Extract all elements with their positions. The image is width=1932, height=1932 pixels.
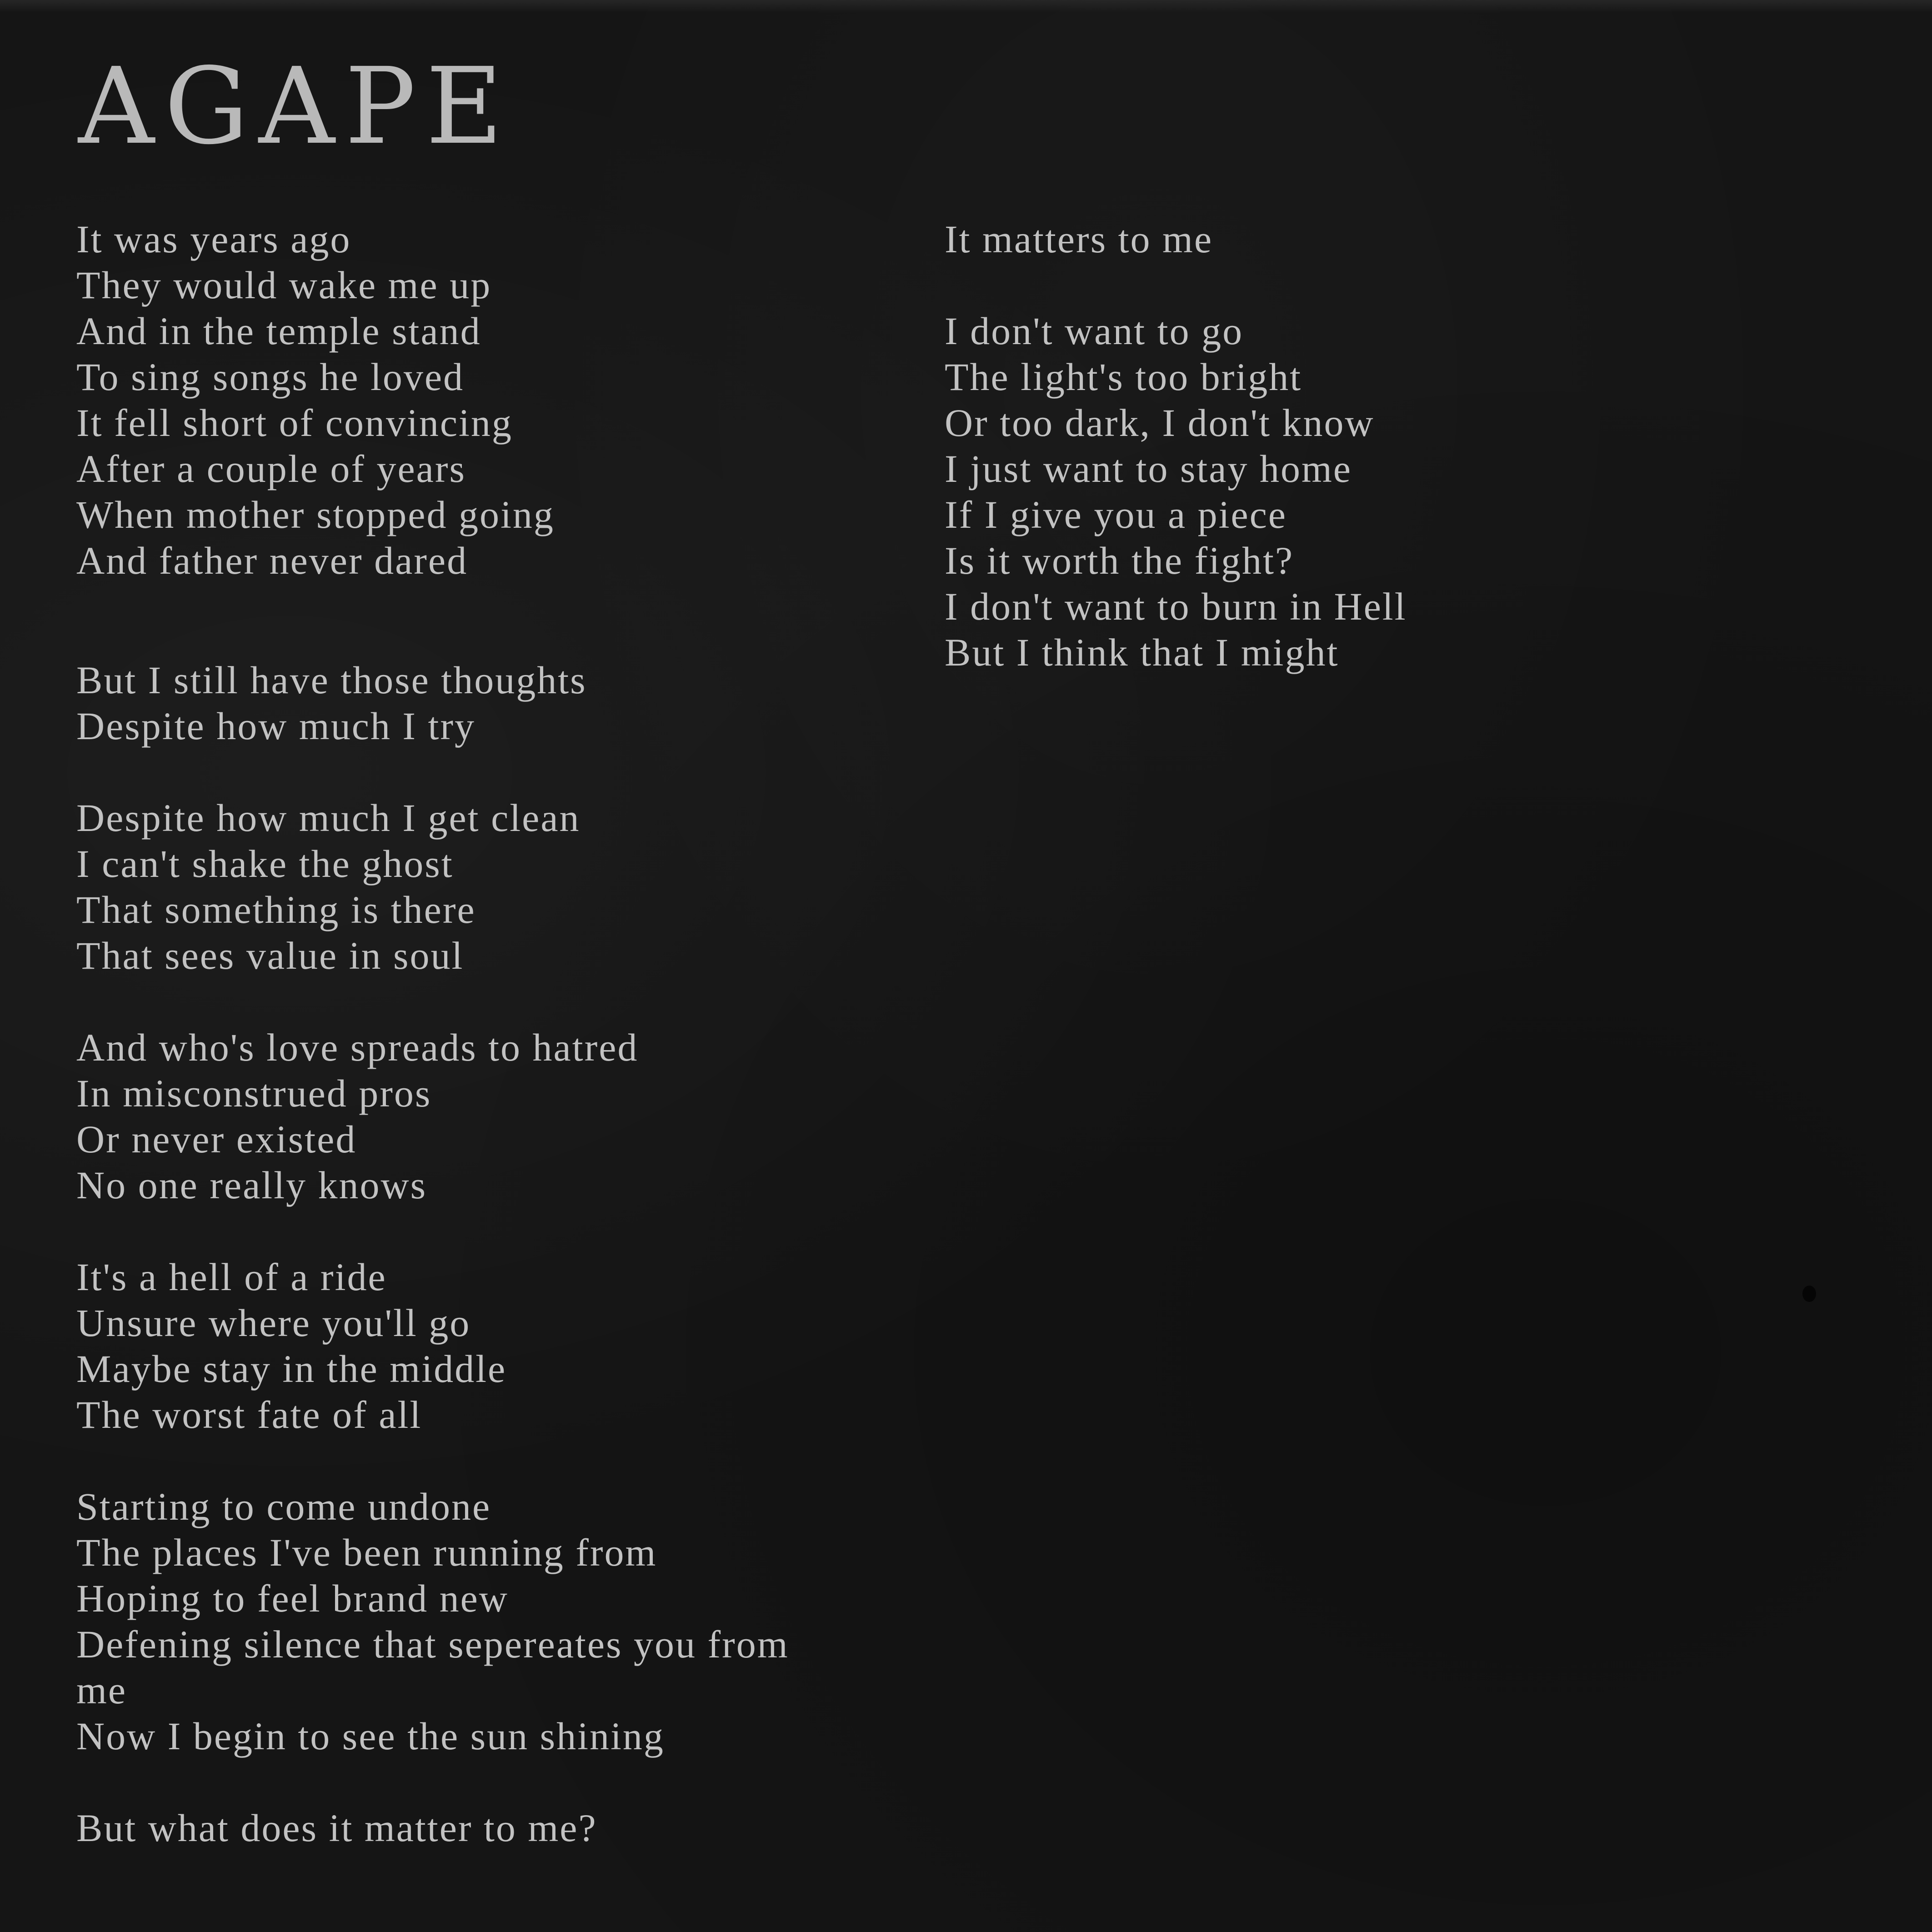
lyric-line: Starting to come undone <box>76 1485 491 1528</box>
lyric-line: I don't want to go <box>945 309 1244 353</box>
stanza-gap <box>76 1759 895 1805</box>
stanza-gap <box>76 1208 895 1254</box>
lyric-line: Unsure where you'll go <box>76 1301 471 1345</box>
lyric-line: Hoping to feel brand new <box>76 1577 509 1620</box>
stanza-gap <box>945 262 1854 308</box>
lyric-line: It was years ago <box>76 217 351 261</box>
lyric-line: Defening silence that sepereates you from <box>76 1622 789 1666</box>
lyric-line: When mother stopped going <box>76 493 555 536</box>
page-title: AGAPE <box>78 45 513 168</box>
lyric-line: I don't want to burn in Hell <box>945 585 1407 628</box>
lyric-line: I just want to stay home <box>945 447 1352 491</box>
lyric-line: And in the temple stand <box>76 309 481 353</box>
lyric-line: Or too dark, I don't know <box>945 401 1375 445</box>
lyric-line: Despite how much I try <box>76 704 476 748</box>
paper-speck <box>1802 1286 1816 1302</box>
stanza-gap <box>76 749 895 795</box>
stanza-gap <box>76 584 895 657</box>
stanza-gap <box>76 979 895 1025</box>
lyric-line: But what does it matter to me? <box>76 1806 597 1850</box>
lyric-line: Maybe stay in the middle <box>76 1347 507 1391</box>
lyric-line: Now I begin to see the sun shining <box>76 1714 665 1758</box>
lyric-line: But I still have those thoughts <box>76 658 587 702</box>
paper-top-edge <box>0 0 1932 13</box>
lyric-line: No one really knows <box>76 1163 427 1207</box>
lyric-line: And who's love spreads to hatred <box>76 1026 639 1069</box>
left-lyrics-column <box>76 216 895 1851</box>
stanza-gap <box>76 1438 895 1484</box>
lyric-line: They would wake me up <box>76 263 492 307</box>
lyric-line: Despite how much I get clean <box>76 796 581 840</box>
lyric-line: That sees value in soul <box>76 934 464 977</box>
lyric-line: It's a hell of a ride <box>76 1255 387 1299</box>
lyric-line: In misconstrued pros <box>76 1071 432 1115</box>
lyric-line: But I think that I might <box>945 631 1339 674</box>
lyric-line: I can't shake the ghost <box>76 842 454 886</box>
right-lyrics-column <box>945 216 1854 676</box>
lyric-line: Is it worth the fight? <box>945 539 1294 582</box>
lyric-line: To sing songs he loved <box>76 355 465 399</box>
lyric-line: Or never existed <box>76 1117 357 1161</box>
lyric-line: The places I've been running from <box>76 1531 657 1574</box>
lyric-line: It fell short of convincing <box>76 401 513 445</box>
lyric-line: me <box>76 1668 127 1712</box>
lyric-line: The worst fate of all <box>76 1393 422 1436</box>
lyric-line: And father never dared <box>76 539 468 582</box>
lyric-line: That something is there <box>76 888 476 931</box>
lyric-line: If I give you a piece <box>945 493 1287 536</box>
lyric-line: It matters to me <box>945 217 1213 261</box>
lyric-line: The light's too bright <box>945 355 1302 399</box>
lyric-line: After a couple of years <box>76 447 466 491</box>
